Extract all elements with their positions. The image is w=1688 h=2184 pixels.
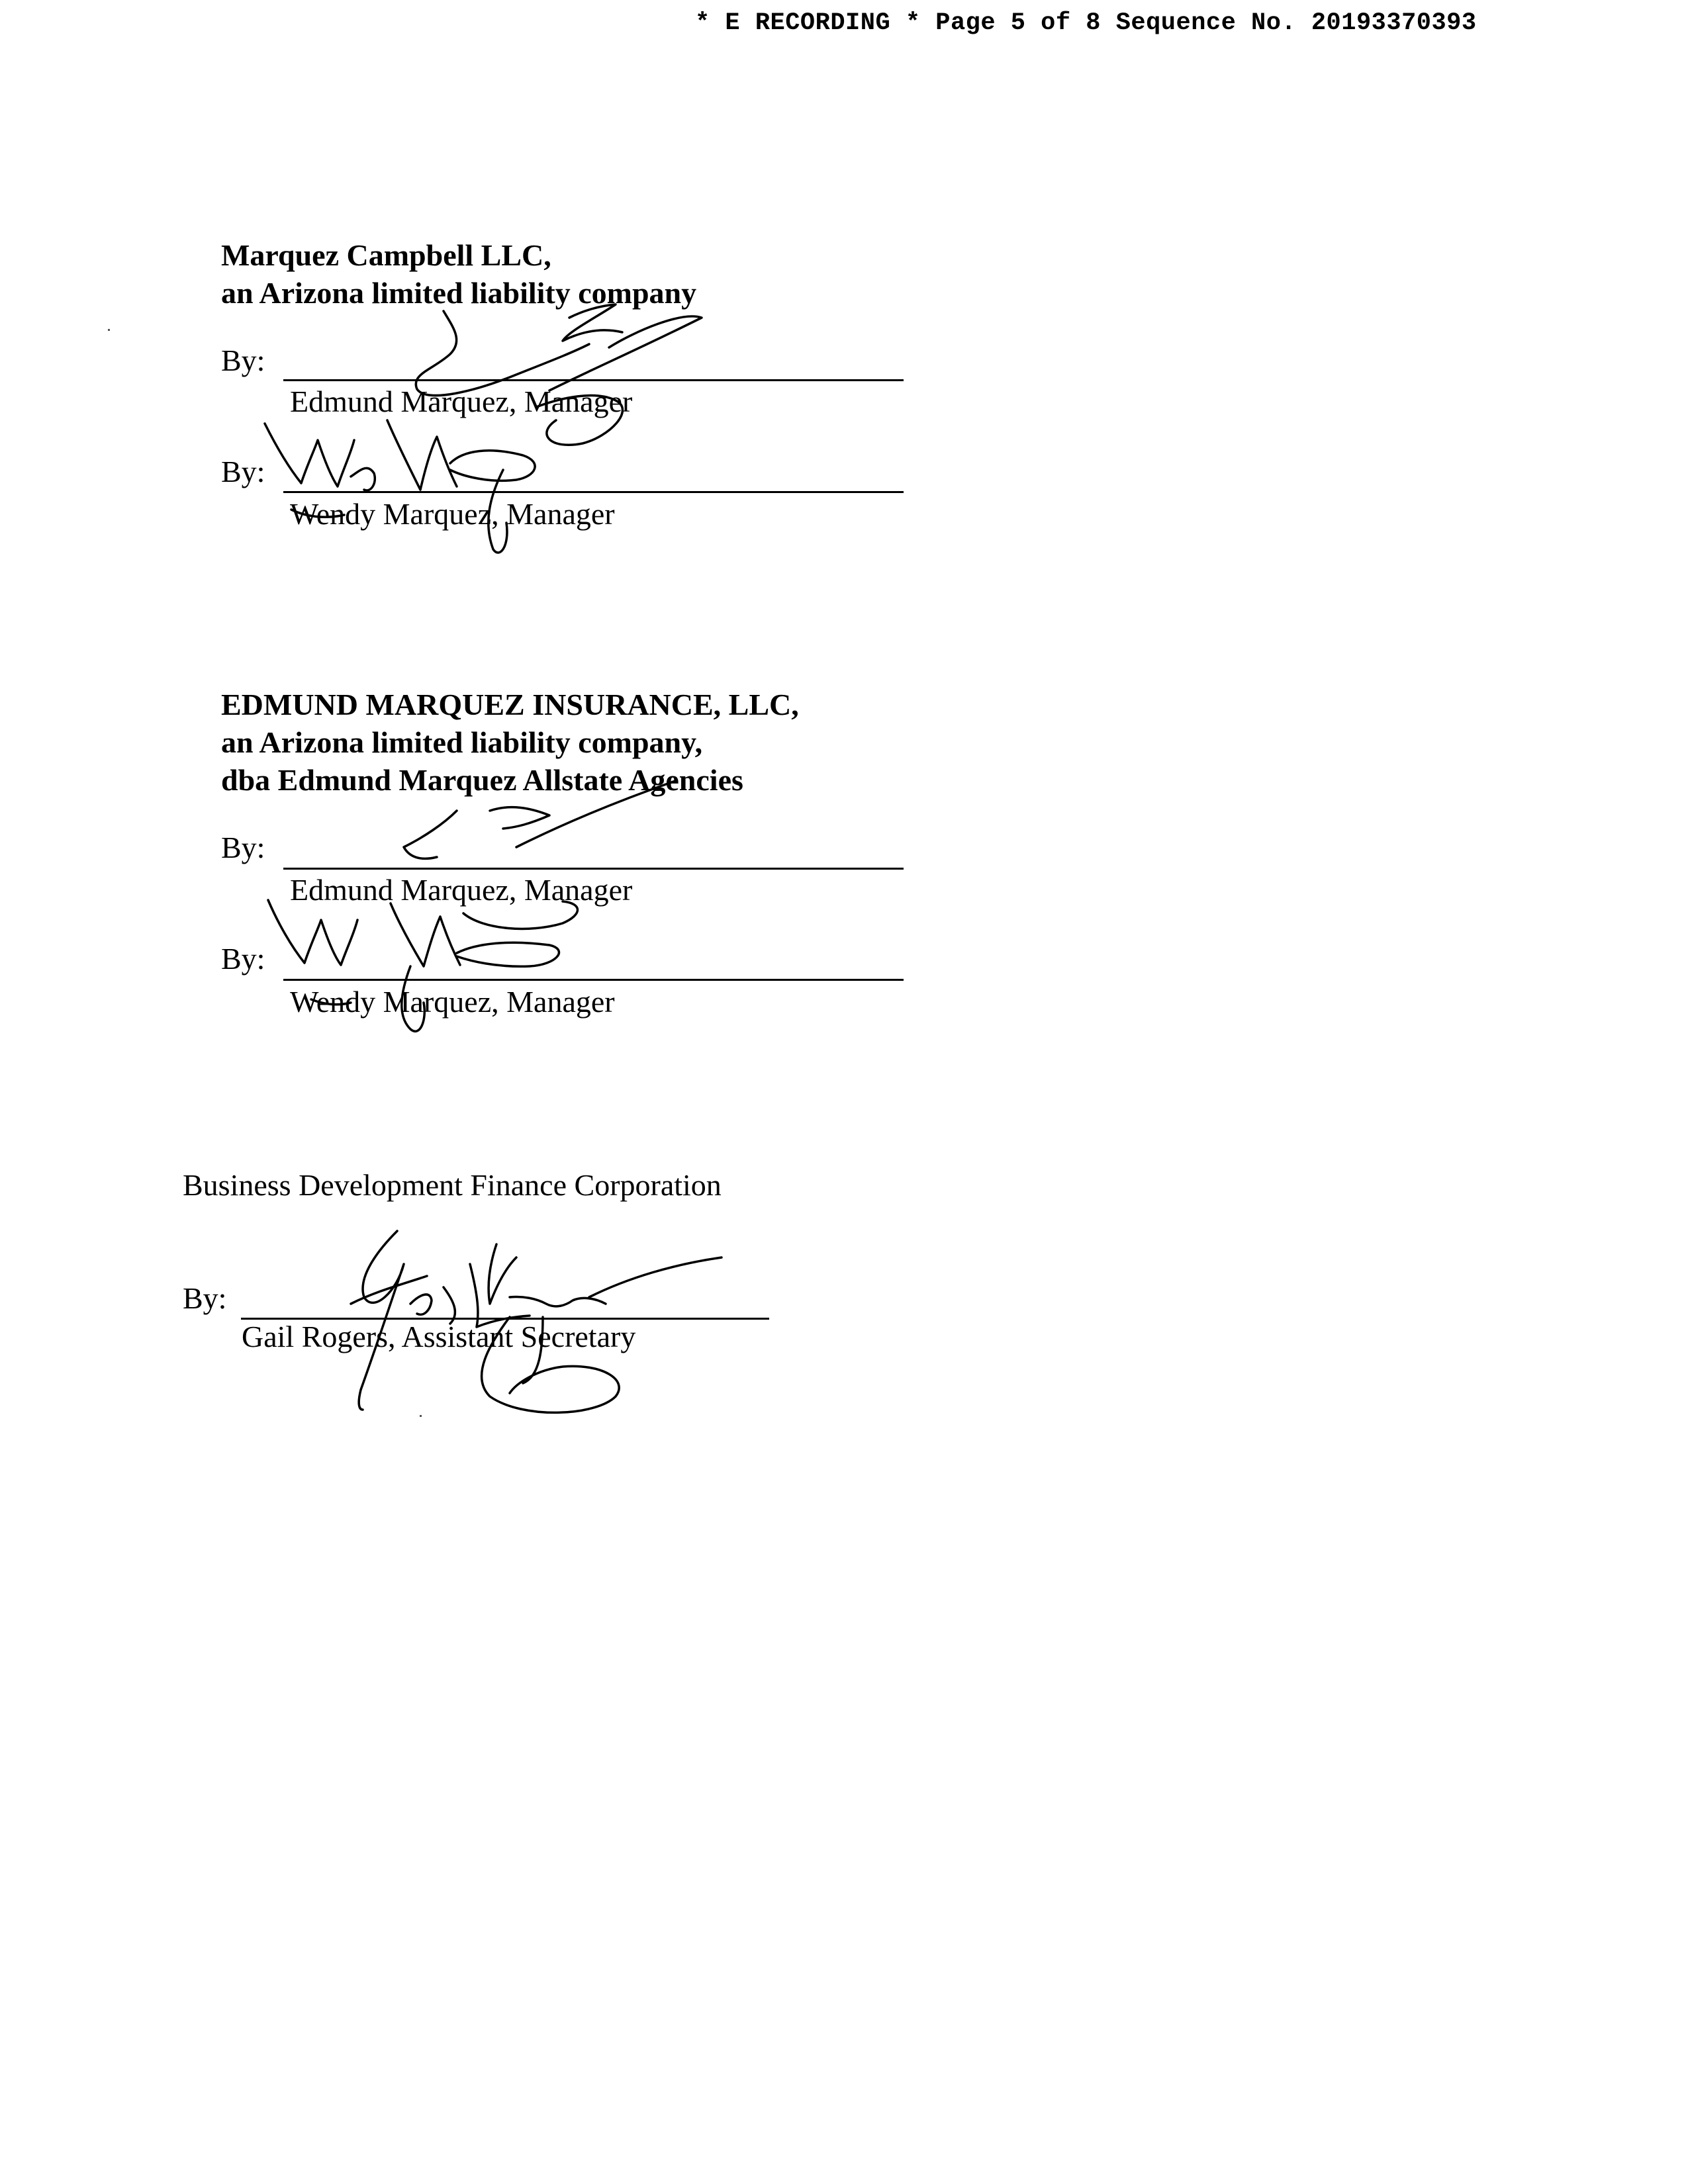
by-label: By: (221, 831, 265, 864)
by-label: By: (183, 1281, 227, 1315)
signer-name: Wendy Marquez, Manager (290, 985, 615, 1019)
recording-header: * E RECORDING * Page 5 of 8 Sequence No. 20193370393 (695, 9, 1477, 37)
signer-name: Edmund Marquez, Manager (290, 873, 633, 907)
scan-speck (108, 329, 110, 331)
entity-name: Marquez Campbell LLC, (221, 238, 551, 272)
handwritten-signature (258, 887, 602, 1039)
by-label: By: (221, 942, 265, 976)
by-label: By: (221, 455, 265, 488)
scan-speck (420, 1415, 422, 1417)
entity-dba: dba Edmund Marquez Allstate Agencies (221, 763, 743, 797)
entity-name: EDMUND MARQUEZ INSURANCE, LLC, (221, 688, 799, 721)
by-label: By: (221, 343, 265, 377)
signer-name: Edmund Marquez, Manager (290, 385, 633, 418)
handwritten-signature (252, 410, 622, 563)
signer-name: Wendy Marquez, Manager (290, 497, 615, 531)
signer-name: Gail Rogers, Assistant Secretary (242, 1320, 636, 1353)
entity-descriptor: an Arizona limited liability company, (221, 725, 703, 759)
entity-name: Business Development Finance Corporation (183, 1168, 722, 1202)
handwritten-signature (311, 1218, 735, 1430)
entity-descriptor: an Arizona limited liability company (221, 276, 697, 310)
